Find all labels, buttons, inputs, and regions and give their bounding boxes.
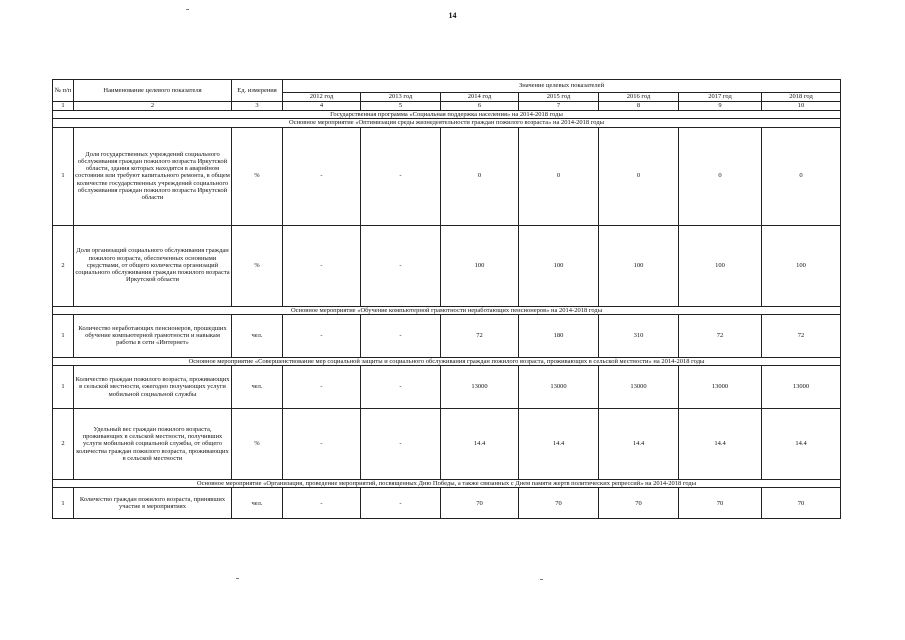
value-cell: 13000 [519, 366, 599, 409]
value-cell: 14.4 [441, 409, 519, 480]
header-year: 2014 год [441, 93, 519, 102]
header-num: № п/п [53, 80, 74, 102]
table-row [53, 314, 841, 357]
header-year: 2015 год [519, 93, 599, 102]
section-title: Основное мероприятие «Совершенствование мер социальной защиты и социального обслуживания граждан пожилого возраста, проживающих в сельской местности» на 2014-2018 годы [53, 357, 841, 365]
scan-speck [236, 578, 239, 579]
table-row [53, 488, 841, 519]
value-cell: 100 [762, 225, 841, 306]
value-cell: 0 [519, 127, 599, 225]
value-cell: 180 [519, 314, 599, 357]
value-cell: 72 [441, 314, 519, 357]
value-cell: - [361, 127, 441, 225]
table-row [53, 127, 841, 225]
indicator-unit: % [232, 409, 283, 480]
indicator-unit: чел. [232, 366, 283, 409]
row-num: 2 [53, 409, 74, 480]
scan-speck [540, 579, 543, 580]
program-title: Государственная программа «Социальная поддержка населения» на 2014-2018 годы [53, 111, 841, 119]
value-cell: 72 [679, 314, 762, 357]
indicator-unit: чел. [232, 314, 283, 357]
column-numbers-row [53, 102, 841, 111]
value-cell: 0 [441, 127, 519, 225]
value-cell: 14.4 [519, 409, 599, 480]
indicators-table [52, 79, 841, 519]
value-cell: 100 [519, 225, 599, 306]
header-values-title: Значение целевых показателей [283, 80, 841, 93]
indicator-unit: % [232, 127, 283, 225]
header-year: 2013 год [361, 93, 441, 102]
value-cell: 100 [441, 225, 519, 306]
value-cell: 310 [599, 314, 679, 357]
header-name: Наименование целевого показателя [74, 80, 232, 102]
row-num: 2 [53, 225, 74, 306]
section-title: Основное мероприятие «Обучение компьютерной грамотности неработающих пенсионеров» на 2014-2018 годы [53, 306, 841, 314]
value-cell: 13000 [762, 366, 841, 409]
value-cell: 72 [762, 314, 841, 357]
value-cell: 70 [519, 488, 599, 519]
value-cell: 70 [679, 488, 762, 519]
indicator-unit: чел. [232, 488, 283, 519]
header-year: 2012 год [283, 93, 361, 102]
column-number: 8 [599, 102, 679, 111]
header-year: 2016 год [599, 93, 679, 102]
header-unit: Ед. измерения [232, 80, 283, 102]
value-cell: - [361, 314, 441, 357]
table-row [53, 409, 841, 480]
column-number: 1 [53, 102, 74, 111]
value-cell: - [283, 127, 361, 225]
value-cell: - [283, 488, 361, 519]
row-num: 1 [53, 127, 74, 225]
value-cell: 70 [762, 488, 841, 519]
value-cell: - [361, 409, 441, 480]
column-number: 10 [762, 102, 841, 111]
indicator-unit: % [232, 225, 283, 306]
column-number: 7 [519, 102, 599, 111]
column-number: 5 [361, 102, 441, 111]
column-number: 9 [679, 102, 762, 111]
value-cell: 13000 [679, 366, 762, 409]
value-cell: - [283, 409, 361, 480]
value-cell: 13000 [441, 366, 519, 409]
header-year: 2018 год [762, 93, 841, 102]
value-cell: 14.4 [679, 409, 762, 480]
column-number: 3 [232, 102, 283, 111]
page-number: 14 [448, 11, 457, 20]
section-title-row [53, 480, 841, 488]
value-cell: - [361, 225, 441, 306]
value-cell: 70 [441, 488, 519, 519]
program-title-row [53, 111, 841, 119]
table-row [53, 366, 841, 409]
value-cell: 70 [599, 488, 679, 519]
value-cell: - [361, 366, 441, 409]
value-cell: 13000 [599, 366, 679, 409]
header-row [53, 80, 841, 93]
indicator-name: Количество граждан пожилого возраста, принявших участие в мероприятиях [74, 488, 232, 519]
indicator-name: Доля государственных учреждений социального обслуживания граждан пожилого возраста Иркутской области, здания которых находятся в аварийном состоянии или требуют капитального ремонта, в общем количестве государственных учреждений социального обслуживания граждан пожилого возраста Иркутской области [74, 127, 232, 225]
value-cell: - [361, 488, 441, 519]
column-number: 6 [441, 102, 519, 111]
indicator-name: Количество граждан пожилого возраста, проживающих в сельской местности, ежегодно получающих услуги мобильной социальной службы [74, 366, 232, 409]
value-cell: 100 [679, 225, 762, 306]
value-cell: 14.4 [762, 409, 841, 480]
value-cell: 0 [599, 127, 679, 225]
scan-speck [186, 9, 189, 10]
value-cell: - [283, 366, 361, 409]
row-num: 1 [53, 314, 74, 357]
row-num: 1 [53, 488, 74, 519]
row-num: 1 [53, 366, 74, 409]
section-title-row [53, 306, 841, 314]
indicator-name: Удельный вес граждан пожилого возраста, проживающих в сельской местности, получивших услуги мобильной социальной службы, от общего количества граждан пожилого возраста, проживающих в сельской местности [74, 409, 232, 480]
value-cell: 0 [679, 127, 762, 225]
value-cell: 100 [599, 225, 679, 306]
value-cell: - [283, 225, 361, 306]
section-title-row [53, 119, 841, 127]
header-year: 2017 год [679, 93, 762, 102]
value-cell: 14.4 [599, 409, 679, 480]
column-number: 2 [74, 102, 232, 111]
section-title: Основное мероприятие «Оптимизация среды жизнедеятельности граждан пожилого возраста» на 2014-2018 годы [53, 119, 841, 127]
table-row [53, 225, 841, 306]
indicator-name: Количество неработающих пенсионеров, прошедших обучение компьютерной грамотности и навыкам работы в сети «Интернет» [74, 314, 232, 357]
value-cell: 0 [762, 127, 841, 225]
indicator-name: Доля организаций социального обслуживания граждан пожилого возраста, обеспеченных основными средствами, от общего количества организаций социального обслуживания граждан пожилого возраста Иркутской области [74, 225, 232, 306]
column-number: 4 [283, 102, 361, 111]
section-title: Основное мероприятие «Организация, проведение мероприятий, посвященных Дню Победы, а также связанных с Днем памяти жертв политических репрессий» на 2014-2018 годы [53, 480, 841, 488]
value-cell: - [283, 314, 361, 357]
section-title-row [53, 357, 841, 365]
